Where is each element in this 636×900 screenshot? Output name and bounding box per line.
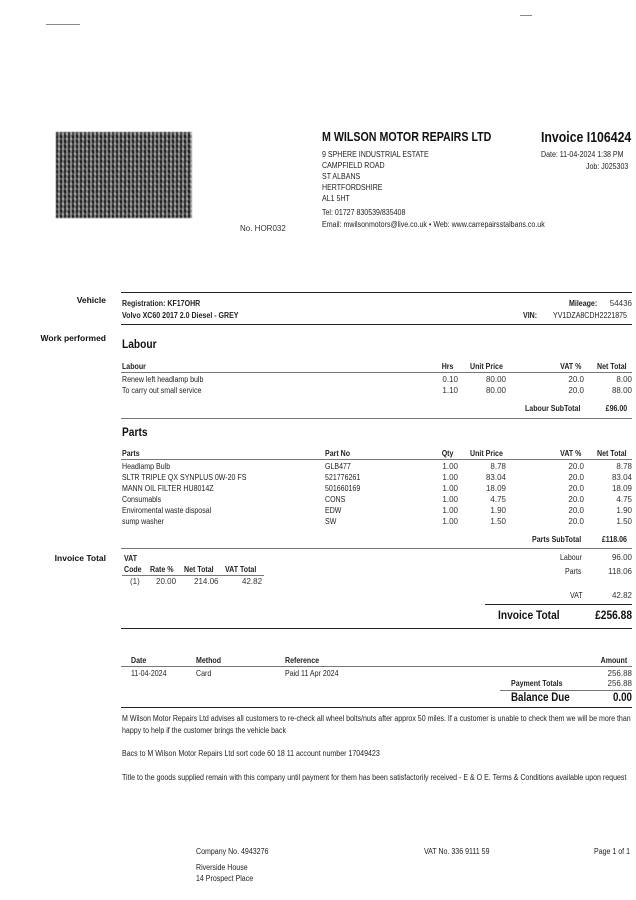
parts-row-qty: 1.00	[442, 506, 458, 515]
payment-date: 11-04-2024	[131, 669, 167, 678]
company-address-line: AL1 5HT	[322, 194, 350, 203]
labour-row-net: 8.00	[616, 375, 632, 384]
parts-row-partno: GLB477	[325, 462, 351, 471]
payment-method: Card	[196, 669, 212, 678]
invoice-date: Date: 11-04-2024 1:38 PM	[541, 150, 624, 159]
summary-labour-value: 96.00	[611, 553, 632, 562]
parts-row-vat: 20.0	[568, 484, 584, 493]
parts-header-vat: VAT %	[560, 449, 582, 458]
parts-row-desc: Headlamp Bulb	[122, 462, 171, 471]
payment-header-date: Date	[131, 656, 147, 665]
vat-header-underline	[122, 575, 264, 576]
invoice-total-label: Invoice Total	[498, 608, 560, 622]
parts-title: Parts	[122, 425, 148, 439]
vat-header-vat: VAT Total	[225, 565, 257, 574]
vehicle-registration: Registration: KF17OHR	[122, 299, 201, 308]
parts-header-underline	[121, 459, 632, 460]
advice-note: M Wilson Motor Repairs Ltd advises all customers to re-check all wheel bolts/nuts after approx 50 miles. If a customer is unable to check them we will be more than happy to help if the customer brings the vehicle back	[122, 714, 631, 735]
mileage-label: Mileage:	[569, 299, 598, 308]
vat-row-net: 214.06	[194, 577, 219, 586]
parts-subtotal-value: £118.06	[601, 535, 627, 544]
parts-row-vat: 20.0	[568, 495, 584, 504]
parts-row-net: 18.09	[611, 484, 632, 493]
parts-row-net: 4.75	[616, 495, 632, 504]
vat-header-code: Code	[124, 565, 142, 574]
redacted-address-block	[56, 132, 192, 218]
payment-header-amount: Amount	[600, 656, 628, 665]
parts-row-qty: 1.00	[442, 484, 458, 493]
vat-header-net: Net Total	[184, 565, 214, 574]
parts-header-qty: Qty	[441, 449, 454, 458]
vat-row-rate: 20.00	[156, 577, 177, 586]
footer-vat-no: VAT No. 336 9111 59	[424, 847, 490, 856]
divider	[121, 548, 632, 549]
parts-row-net: 1.90	[616, 506, 632, 515]
invoice-job: Job: J025303	[586, 162, 629, 171]
company-address-line: 9 SPHERE INDUSTRIAL ESTATE	[322, 150, 429, 159]
labour-row-unit: 80.00	[485, 375, 506, 384]
labour-row-net: 88.00	[611, 386, 632, 395]
parts-row-net: 83.04	[611, 473, 632, 482]
labour-subtotal-label: Labour SubTotal	[525, 404, 581, 413]
company-tel: Tel: 01727 830539/835408	[322, 208, 406, 217]
labour-title: Labour	[122, 337, 157, 351]
summary-parts-value: 118.06	[608, 567, 632, 576]
parts-row-qty: 1.00	[442, 517, 458, 526]
parts-header-net: Net Total	[597, 449, 627, 458]
parts-row-net: 8.78	[616, 462, 632, 471]
parts-row-desc: MANN OIL FILTER HU8014Z	[122, 484, 214, 493]
payment-amount: 256.88	[607, 669, 632, 678]
invoice-title: Invoice I106424	[541, 129, 632, 146]
footer-address-line: Riverside House	[196, 863, 248, 872]
parts-row-unit: 4.75	[490, 495, 506, 504]
labour-subtotal-value: £96.00	[605, 404, 628, 413]
vat-row-code: (1)	[130, 577, 140, 586]
labour-row-unit: 80.00	[485, 386, 506, 395]
labour-row-hrs: 1.10	[442, 386, 458, 395]
footer-company-no: Company No. 4943276	[196, 847, 269, 856]
company-address-line: ST ALBANS	[322, 172, 361, 181]
vat-row-vat: 42.82	[242, 577, 263, 586]
labour-row-hrs: 0.10	[442, 375, 458, 384]
vat-header-rate: Rate %	[150, 565, 174, 574]
payment-header-method: Method	[196, 656, 222, 665]
mileage-value: 54436	[609, 299, 632, 308]
divider	[121, 628, 632, 629]
labour-header-underline	[121, 372, 632, 373]
parts-row-partno: 501660169	[325, 484, 361, 493]
footer-address-line: 14 Prospect Place	[196, 874, 254, 883]
labour-header-vat: VAT %	[560, 362, 582, 371]
footer-page: Page 1 of 1	[594, 847, 631, 856]
labour-header-unit: Unit Price	[470, 362, 503, 371]
parts-row-qty: 1.00	[442, 495, 458, 504]
customer-number: No. HOR032	[240, 224, 286, 233]
company-contact: Email: mwilsonmotors@live.co.uk • Web: www.carrepairsstalbans.co.uk	[322, 220, 545, 229]
invoice-total-value: £256.88	[595, 608, 632, 622]
labour-header-desc: Labour	[122, 362, 146, 371]
parts-row-unit: 83.04	[485, 473, 506, 482]
vat-title: VAT	[124, 554, 138, 563]
vehicle-description: Volvo XC60 2017 2.0 Diesel - GREY	[122, 311, 239, 320]
vehicle-section-label: Vehicle	[76, 295, 106, 305]
summary-vat-label: VAT	[570, 591, 583, 600]
parts-row-desc: Consumabls	[122, 495, 162, 504]
parts-row-vat: 20.0	[568, 473, 584, 482]
parts-header-partno: Part No	[325, 449, 351, 458]
payment-reference: Paid 11 Apr 2024	[285, 669, 339, 678]
balance-due-value: 0.00	[612, 692, 632, 704]
parts-row-desc: sump washer	[122, 517, 164, 526]
parts-row-qty: 1.00	[442, 473, 458, 482]
labour-row-desc: To carry out small service	[122, 386, 202, 395]
total-line	[485, 604, 632, 605]
labour-row-desc: Renew left headlamp bulb	[122, 375, 204, 384]
payment-totals-label: Payment Totals	[511, 679, 563, 688]
summary-vat-value: 42.82	[611, 591, 632, 600]
vin-label: VIN:	[523, 311, 538, 320]
parts-row-partno: 521776261	[325, 473, 361, 482]
parts-row-vat: 20.0	[568, 506, 584, 515]
work-performed-label: Work performed	[40, 333, 106, 343]
parts-row-unit: 1.90	[490, 506, 506, 515]
payment-header-underline	[121, 666, 632, 667]
payment-header-reference: Reference	[285, 656, 320, 665]
labour-header-hrs: Hrs	[441, 362, 454, 371]
labour-row-vat: 20.0	[568, 375, 584, 384]
summary-parts-label: Parts	[565, 567, 582, 576]
parts-row-unit: 8.78	[490, 462, 506, 471]
divider	[121, 324, 632, 325]
labour-header-net: Net Total	[597, 362, 627, 371]
parts-row-partno: CONS	[325, 495, 346, 504]
vin-value: YV1DZA8CDH2221875	[553, 311, 627, 320]
invoice-total-section-label: Invoice Total	[54, 553, 106, 563]
parts-row-unit: 18.09	[485, 484, 506, 493]
labour-row-vat: 20.0	[568, 386, 584, 395]
parts-header-desc: Parts	[122, 449, 140, 458]
parts-row-vat: 20.0	[568, 462, 584, 471]
company-address-line: CAMPFIELD ROAD	[322, 161, 385, 170]
company-name: M WILSON MOTOR REPAIRS LTD	[322, 129, 492, 144]
parts-row-partno: SW	[325, 517, 337, 526]
parts-row-desc: Enviromental waste disposal	[122, 506, 212, 515]
parts-row-partno: EDW	[325, 506, 342, 515]
bank-details: Bacs to M Wilson Motor Repairs Ltd sort code 60 18 11 account number 17049423	[122, 749, 380, 758]
parts-row-desc: SLTR TRIPLE QX SYNPLUS 0W-20 FS	[122, 473, 247, 482]
parts-row-vat: 20.0	[568, 517, 584, 526]
divider	[500, 690, 632, 691]
divider	[121, 707, 632, 708]
parts-row-qty: 1.00	[442, 462, 458, 471]
divider	[121, 418, 632, 419]
summary-labour-label: Labour	[560, 553, 582, 562]
balance-due-label: Balance Due	[511, 692, 570, 704]
title-note: Title to the goods supplied remain with this company until payment for them has been satisfactorily received - E & O E. Terms & Conditions available upon request	[122, 773, 627, 782]
parts-subtotal-label: Parts SubTotal	[532, 535, 582, 544]
parts-row-net: 1.50	[616, 517, 632, 526]
payment-totals-value: 256.88	[607, 679, 632, 688]
parts-row-unit: 1.50	[490, 517, 506, 526]
parts-header-unit: Unit Price	[470, 449, 503, 458]
scan-mark	[520, 15, 532, 16]
company-address-line: HERTFORDSHIRE	[322, 183, 383, 192]
scan-mark	[46, 24, 80, 25]
divider	[121, 292, 632, 293]
